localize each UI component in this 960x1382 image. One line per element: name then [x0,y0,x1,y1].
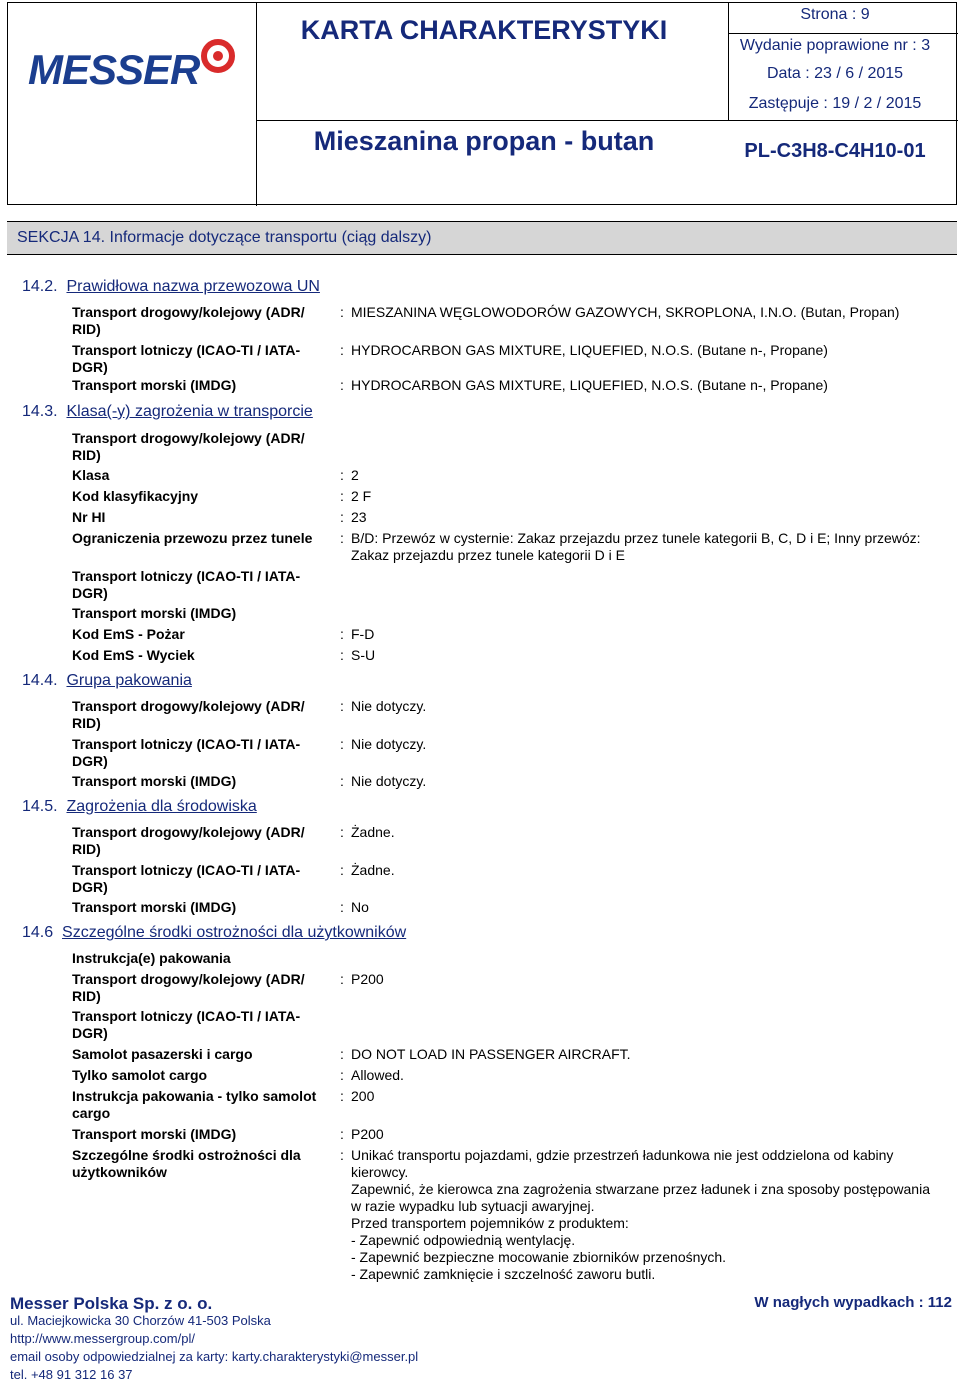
row-value: : Nie dotyczy. [340,698,427,714]
row-label: Transport lotniczy (ICAO-TI / IATA-DGR) [72,342,301,375]
section-band [7,221,957,255]
row-label: Kod EmS - Wyciek [72,647,195,663]
row-value: : 2 [340,467,359,483]
product-code: PL-C3H8-C4H10-01 [744,140,926,162]
row-label: Kod EmS - Pożar [72,626,185,642]
row-label: Transport drogowy/kolejowy (ADR/ RID) [72,971,305,1004]
row-value: : No [340,899,369,915]
row-label: Klasa [72,467,110,483]
row-value: : S-U [340,647,376,663]
subsection-14-4-heading [22,672,192,690]
row-label: Transport morski (IMDG) [72,605,237,621]
revision-number: Wydanie poprawione nr : 3 [739,37,931,54]
row-value: : Unikać transportu pojazdami, gdzie przestrzeń ładunkowa nie jest oddzielona od kabiny kierowcy. Zapewnić, że kierowca zna zagrożenia stwarzane przez ładunek i zna sposoby postępowania w razie wypadku lub sytuacji awaryjnej. Przed transportem pojemników z produktem: - Zapewnić odpowiednią wentylację. - Zapewnić bezpieczne mocowanie zbiorników przenośnych. - Zapewnić zamknięcie i szczelność zaworu butli. [340,1147,930,1282]
row-label: Transport lotniczy (ICAO-TI / IATA-DGR) [72,568,301,601]
header-divider [728,33,958,34]
row-label: Samolot pasazerski i cargo [72,1046,253,1062]
row-label: Kod klasyfikacyjny [72,488,199,504]
subsection-number: 14.5. [22,798,58,815]
row-value: : B/D: Przewóz w cysternie: Zakaz przejazdu przez tunele kategorii B, C, D i E; Inny przewóz: Zakaz przejazdu przez tunele kategorii D i E [340,530,921,563]
subsection-title: Szczególne środki ostrożności dla użytkowników [62,924,407,941]
supersedes-date: Zastępuje : 19 / 2 / 2015 [748,95,922,112]
row-value: : Żadne. [340,862,395,878]
row-value: : DO NOT LOAD IN PASSENGER AIRCRAFT. [340,1046,631,1062]
subsection-14-6-heading [22,924,406,942]
subsection-number: 14.2. [22,278,58,295]
subsection-title: Prawidłowa nazwa przewozowa UN [66,278,320,295]
row-value: : HYDROCARBON GAS MIXTURE, LIQUEFIED, N.O.S. (Butane n-, Propane) [340,377,828,393]
footer-address: ul. Maciejkowicka 30 Chorzów 41-503 Polska [10,1313,271,1328]
subsection-number: 14.6 [22,924,54,941]
row-label: Transport morski (IMDG) [72,1126,237,1142]
row-label: Transport drogowy/kolejowy (ADR/ RID) [72,698,305,731]
section-title: SEKCJA 14. Informacje dotyczące transportu (ciąg dalszy) [17,229,432,246]
subsection-14-3-heading [22,403,313,421]
row-value: : HYDROCARBON GAS MIXTURE, LIQUEFIED, N.O.S. (Butane n-, Propane) [340,342,828,358]
row-label: Transport drogowy/kolejowy (ADR/ RID) [72,824,305,857]
header-divider [256,120,958,121]
subsection-number: 14.4. [22,672,58,689]
document-title: KARTA CHARAKTERYSTYKI [300,15,668,45]
subsection-title: Grupa pakowania [66,672,192,689]
row-value: : MIESZANINA WĘGLOWODORÓW GAZOWYCH, SKROPLONA, I.N.O. (Butan, Propan) [340,304,900,320]
row-label: Transport drogowy/kolejowy (ADR/ RID) [72,430,305,463]
footer-email[interactable]: email osoby odpowiedzialnej za karty: karty.charakterystyki@messer.pl [10,1349,419,1364]
row-value: : P200 [340,971,384,987]
row-label: Transport lotniczy (ICAO-TI / IATA-DGR) [72,862,301,895]
row-value: : F-D [340,626,375,642]
row-label: Tylko samolot cargo [72,1067,208,1083]
product-name: Mieszanina propan - butan [313,126,655,156]
subsection-title: Klasa(-y) zagrożenia w transporcie [66,403,313,420]
row-value: : Żadne. [340,824,395,840]
row-label: Szczególne środki ostrożności dla użytkowników [72,1147,301,1180]
subsection-14-5-heading [22,798,257,816]
page-number: Strona : 9 [800,6,870,23]
row-value: : 2 F [340,488,372,504]
logo-ring-icon [200,38,236,74]
footer-company: Messer Polska Sp. z o. o. [10,1294,213,1313]
row-value: : Nie dotyczy. [340,773,427,789]
footer-emergency: W nagłych wypadkach : 112 [754,1294,952,1311]
row-value: : P200 [340,1126,384,1142]
row-label: Nr HI [72,509,106,525]
row-label: Transport morski (IMDG) [72,377,237,393]
row-label: Transport morski (IMDG) [72,773,237,789]
row-label: Transport lotniczy (ICAO-TI / IATA-DGR) [72,736,301,769]
subsection-number: 14.3. [22,403,58,420]
footer-phone: tel. +48 91 312 16 37 [10,1367,133,1382]
row-value: : 23 [340,509,367,525]
row-value: : Nie dotyczy. [340,736,427,752]
row-value: : 200 [340,1088,375,1104]
row-label: Instrukcja pakowania - tylko samolot cargo [72,1088,317,1121]
row-label: Instrukcja(e) pakowania [72,950,231,966]
logo-text: MESSER [28,46,200,93]
row-value: : Allowed. [340,1067,404,1083]
row-label: Transport morski (IMDG) [72,899,237,915]
subsection-title: Zagrożenia dla środowiska [66,798,257,815]
issue-date: Data : 23 / 6 / 2015 [766,65,904,82]
row-label: Transport drogowy/kolejowy (ADR/ RID) [72,304,305,337]
footer-url[interactable]: http://www.messergroup.com/pl/ [10,1331,195,1346]
subsection-14-2-heading [22,278,320,296]
row-label: Transport lotniczy (ICAO-TI / IATA-DGR) [72,1008,301,1041]
row-label: Ograniczenia przewozu przez tunele [72,530,313,546]
messer-logo [28,36,238,92]
